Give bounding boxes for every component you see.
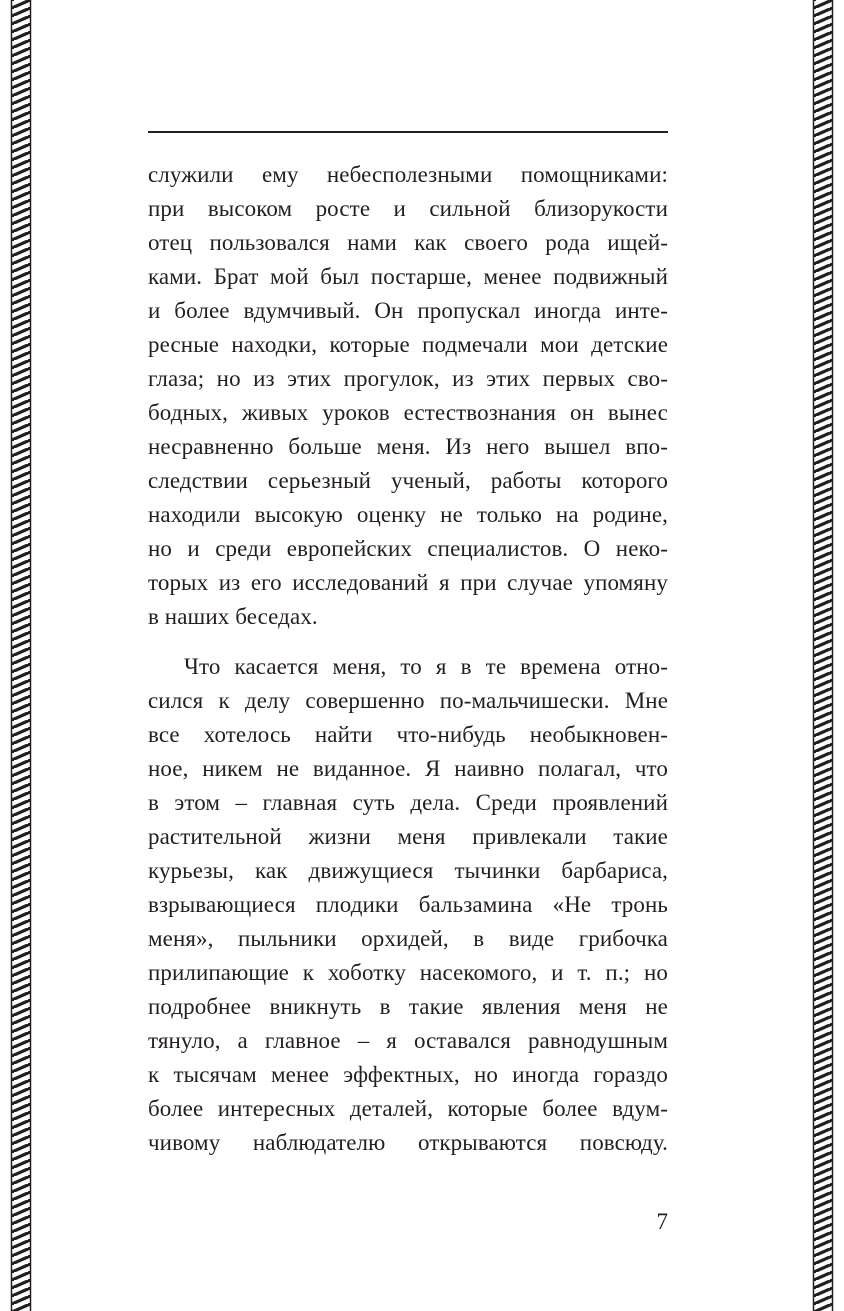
text-line: тянуло, а главное – я оставался равнодушным <box>148 1028 668 1053</box>
text-line: Что касается меня, то я в те времена отно- <box>184 654 668 679</box>
text-line: растительной жизни меня привлекали такие <box>148 824 668 849</box>
text-line: ками. Брат мой был постарше, менее подвижный <box>148 264 668 289</box>
text-line: чивому наблюдателю открываются повсюду. <box>148 1130 668 1155</box>
text-line: сился к делу совершенно по-мальчишески. Мне <box>148 688 668 713</box>
decorative-border-left <box>10 0 32 1311</box>
text-line: более интересных деталей, которые более вдум- <box>148 1096 668 1121</box>
text-line: следствии серьезный ученый, работы которого <box>148 468 668 493</box>
text-line: служили ему небесполезными помощниками: <box>148 162 668 187</box>
text-line: и более вдумчивый. Он пропускал иногда инте- <box>148 298 668 323</box>
body-text <box>148 158 668 1160</box>
paragraph <box>148 650 668 1160</box>
text-line: меня», пыльники орхидей, в виде грибочка <box>148 926 668 951</box>
text-line: торых из его исследований я при случае упомяну <box>148 570 668 595</box>
text-line: бодных, живых уроков естествознания он вынес <box>148 400 668 425</box>
text-line: ное, никем не виданное. Я наивно полагал, что <box>148 756 668 781</box>
text-line: ресные находки, которые подмечали мои детские <box>148 332 668 357</box>
decorative-border-right <box>812 0 834 1311</box>
paragraph-gap <box>148 634 668 650</box>
text-line: несравненно больше меня. Из него вышел впо- <box>148 434 668 459</box>
text-line: прилипающие к хоботку насекомого, и т. п.; но <box>148 960 668 985</box>
text-line: все хотелось найти что-нибудь необыкновен- <box>148 722 668 747</box>
text-line: в наших беседах. <box>148 604 318 629</box>
header-rule <box>148 131 668 133</box>
page-number: 7 <box>656 1209 668 1234</box>
text-line: к тысячам менее эффектных, но иногда гораздо <box>148 1062 668 1087</box>
text-line: находили высокую оценку не только на родине, <box>148 502 668 527</box>
text-line: взрывающиеся плодики бальзамина «Не тронь <box>148 892 668 917</box>
text-line: при высоком росте и сильной близорукости <box>148 196 668 221</box>
text-line: курьезы, как движущиеся тычинки барбариса, <box>148 858 668 883</box>
text-line: глаза; но из этих прогулок, из этих первых сво- <box>148 366 668 391</box>
paragraph <box>148 158 668 634</box>
text-line: в этом – главная суть дела. Среди проявлений <box>148 790 668 815</box>
text-line: отец пользовался нами как своего рода ищей- <box>148 230 668 255</box>
text-line: подробнее вникнуть в такие явления меня не <box>148 994 668 1019</box>
text-line: но и среди европейских специалистов. О неко- <box>148 536 668 561</box>
